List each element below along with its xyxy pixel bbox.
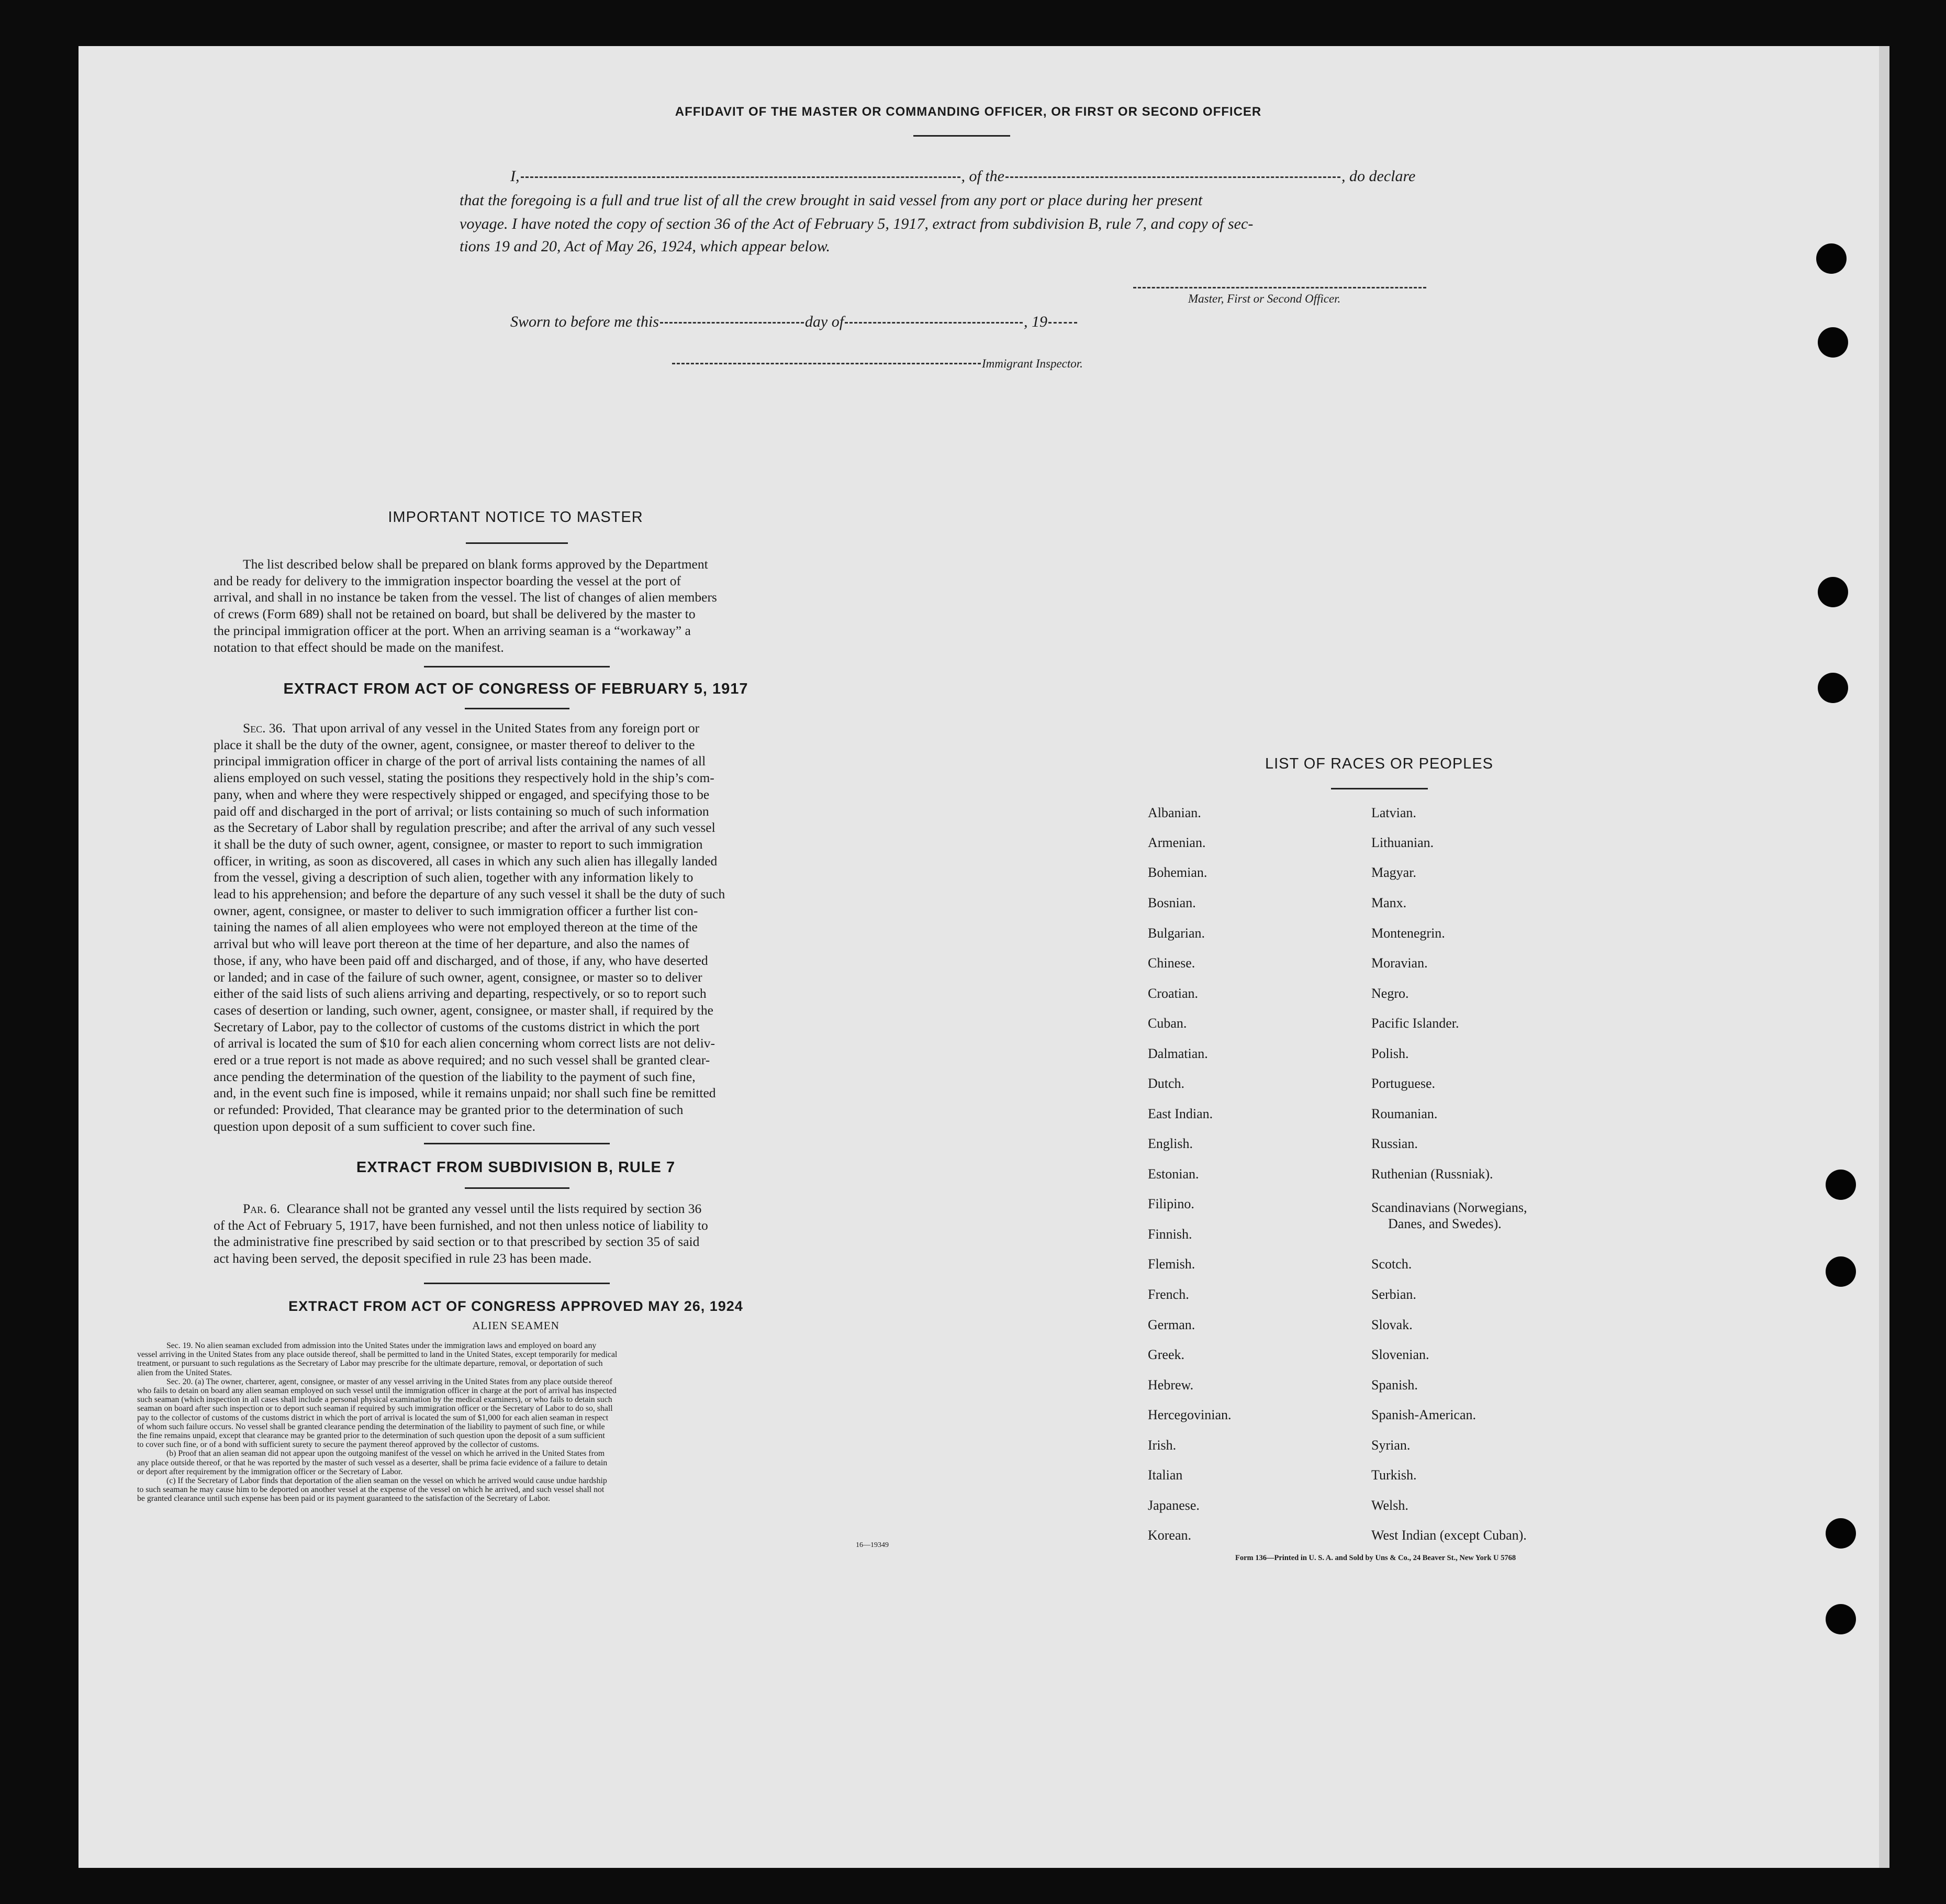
race-item: Polish. [1371,1046,1409,1061]
race-item: Estonian. [1148,1166,1199,1182]
race-item: Greek. [1148,1347,1185,1362]
seamen-line: (b) Proof that an alien seaman did not appear upon the outgoing manifest of the vessel on which he arrived in the United States from [166,1449,605,1458]
section-rule [465,708,569,709]
race-item: Dalmatian. [1148,1046,1208,1061]
affidavit-line-1 [510,168,1458,185]
extract-line: Secretary of Labor, pay to the collector of customs of the customs district in which the port [214,1019,700,1034]
alien-seamen-subtitle: ALIEN SEAMEN [472,1319,560,1332]
extract-line: or refunded: Provided, That clearance may be granted prior to the determination of such [214,1102,684,1118]
seamen-line: who fails to detain on board any alien seaman employed on such vessel until the immigration officer in charge at the port of arrival has inspected [137,1386,617,1396]
seamen-line: alien from the United States. [137,1368,232,1377]
race-item: Pacific Islander. [1371,1016,1459,1031]
race-item: Finnish. [1148,1227,1192,1242]
race-item: Russian. [1371,1136,1418,1151]
race-item: Negro. [1371,986,1409,1001]
rule-line: Clearance shall not be granted any vessel until the lists required by section 36 [286,1201,702,1216]
race-item: Scotch. [1371,1256,1412,1272]
extract-line: pany, when and where they were respectively shipped or engaged, and specifying those to be [214,786,710,802]
races-title: LIST OF RACES OR PEOPLES [1265,755,1494,772]
punch-hole [1816,243,1847,274]
extract-line: officer, in writing, as soon as discovered, all cases in which any such alien has illegally landed [214,853,718,869]
extract-line: either of the said lists of such aliens arriving and departing, respectively, or so to report such [214,986,707,1001]
notice-title: IMPORTANT NOTICE TO MASTER [388,509,643,526]
section-rule [424,666,610,667]
seamen-line: or deport after requirement by the immigration officer or the Secretary of Labor. [137,1467,403,1476]
sworn-month-field[interactable] [845,322,1023,324]
extract-line: aliens employed on such vessel, stating the positions they respectively hold in the ship’s com- [214,770,714,786]
race-item: Danes, and Swedes). [1388,1216,1502,1231]
race-item: Syrian. [1371,1438,1411,1453]
extract-line: cases of desertion or landing, such owner, agent, consignee, or master shall, if required by the [214,1002,713,1018]
notice-line: and be ready for delivery to the immigration inspector boarding the vessel at the port of [214,573,681,588]
race-item: Filipino. [1148,1196,1194,1211]
rule-7-title: EXTRACT FROM SUBDIVISION B, RULE 7 [356,1159,676,1176]
name-field[interactable] [521,176,960,178]
race-item: English. [1148,1136,1193,1151]
race-item: Japanese. [1148,1498,1200,1513]
form-footer: Form 136—Printed in U. S. A. and Sold by Uns & Co., 24 Beaver St., New York U 5768 [1235,1554,1516,1562]
race-item: Montenegrin. [1371,926,1445,941]
section-rule [466,542,568,544]
punch-hole [1826,1170,1856,1200]
section-rule [465,1187,569,1189]
race-item: Hebrew. [1148,1377,1194,1393]
sworn-line [510,313,1078,331]
race-item: Dutch. [1148,1076,1185,1091]
seamen-line: be granted clearance until such expense has been paid or its payment guaranteed to the satisfaction of the Secretary of Labor. [137,1494,551,1504]
race-item: Albanian. [1148,805,1201,820]
notice-line: The list described below shall be prepared on blank forms approved by the Department [243,556,708,572]
affidavit-title: AFFIDAVIT OF THE MASTER OR COMMANDING OFFICER, OR FIRST OR SECOND OFFICER [675,105,1262,119]
race-item: Italian [1148,1467,1183,1483]
race-item: Scandinavians (Norwegians, [1371,1200,1527,1215]
race-item: West Indian (except Cuban). [1371,1528,1527,1543]
seamen-line: to such seaman he may cause him to be deported on another vessel at the expense of the vessel on which he arrived, and such vessel shall not [137,1485,605,1495]
master-signature-label: Master, First or Second Officer. [1188,292,1341,305]
punch-hole [1818,327,1848,358]
race-item: Bulgarian. [1148,926,1205,941]
extract-line: of arrival is located the sum of $10 for each alien concerning whom correct lists are not deliv- [214,1035,715,1051]
vessel-field[interactable] [1005,176,1340,178]
race-item: Armenian. [1148,835,1206,850]
extract-line: ered or a true report is not made as above required; and no such vessel shall be granted clear- [214,1052,710,1068]
do-declare-label: , do declare [1341,168,1416,185]
section-rule [424,1143,610,1144]
race-item: Portuguese. [1371,1076,1436,1091]
seamen-line: the fine remains unpaid, except that clearance may be granted prior to the determination of such question upon the deposit of a sum sufficient [137,1431,605,1441]
race-item: Slovak. [1371,1317,1413,1332]
race-item: Magyar. [1371,865,1416,880]
day-of-label: day of [804,313,844,330]
extract-line: question upon deposit of a sum sufficient to cover such fine. [214,1118,535,1134]
notice-body [214,556,818,655]
race-item: Serbian. [1371,1287,1416,1302]
race-item: Irish. [1148,1438,1177,1453]
race-item: Chinese. [1148,955,1195,971]
sworn-label: Sworn to before me this [510,313,659,330]
extract-line: taining the names of all alien employees who were not employed thereon at the time of the [214,919,698,935]
punch-hole [1826,1256,1856,1287]
extract-line: those, if any, who have been paid off and discharged, and of those, if any, who have deserted [214,952,708,968]
seamen-line: of whom such failure occurs. No vessel shall be granted clearance pending the determination of the liability to payment of such fine, or while [137,1422,605,1431]
inspector-label: Immigrant Inspector. [982,357,1083,370]
seamen-line: (c) If the Secretary of Labor finds that deportation of the alien seaman on the vessel on which he arrived would cause undue hardship [166,1476,607,1486]
i-label: I, [510,168,520,185]
section-rule [1331,788,1428,789]
seamen-line: any place outside thereof, or that he was reported by the master of such vessel as a deserter, shall be prima facie evidence of a failure to detain [137,1458,608,1467]
punch-hole [1818,673,1848,703]
extract-line: or landed; and in case of the failure of such owner, agent, consignee, or master so to deliver [214,969,702,985]
print-code: 16—19349 [856,1541,889,1549]
rule-line: the administrative fine prescribed by said section or to that prescribed by section 35 of said [214,1234,700,1250]
notice-line: the principal immigration officer at the port. When an arriving seaman is a “workaway” a [214,622,691,638]
punch-hole [1826,1604,1856,1634]
race-item: Croatian. [1148,986,1199,1001]
inspector-line [671,357,1083,371]
extract-line: lead to his apprehension; and before the departure of any such vessel it shall be the duty of such [214,886,725,902]
extract-line: it shall be the duty of such owner, agent, consignee, or master to report to such immigration [214,836,703,852]
race-item: Moravian. [1371,955,1428,971]
extract-line: and, in the event such fine is imposed, while it remains unpaid; nor shall such fine be remitted [214,1085,716,1101]
extract-line: paid off and discharged in the port of arrival; or lists containing so much of such information [214,803,709,819]
race-item: Hercegovinian. [1148,1407,1232,1422]
race-item: Manx. [1371,895,1407,910]
title-rule [913,135,1010,137]
race-item: Turkish. [1371,1467,1417,1483]
seamen-line: Sec. 19. No alien seaman excluded from admission into the United States under the immigration laws and employed on board any [166,1341,597,1350]
race-item: Ruthenian (Russniak). [1371,1166,1493,1182]
race-item: East Indian. [1148,1106,1213,1121]
extract-line: from the vessel, giving a description of such alien, together with any information likely to [214,870,694,885]
notice-line: arrival, and shall in no instance be taken from the vessel. The list of changes of alien members [214,589,717,605]
seamen-line: vessel arriving in the United States from any place outside thereof, shall be permitted to land in the United States, except temporarily for medical [137,1350,618,1360]
affidavit-line-2: that the foregoing is a full and true list of all the crew brought in said vessel from any port or place during her present [460,192,1203,209]
seamen-line: treatment, or pursuant to such regulations as the Secretary of Labor may prescribe for the ultimate departure, removal, or deportation of such [137,1359,603,1368]
sec-36-label: Sec. 36. [243,720,286,736]
seamen-line: Sec. 20. (a) The owner, charterer, agent, consignee, or master of any vessel arriving in the United States from any place outside thereof [166,1377,613,1386]
race-item: Latvian. [1371,805,1416,820]
race-item: Korean. [1148,1528,1192,1543]
race-item: Cuban. [1148,1016,1187,1031]
rule-7-body [214,1200,818,1267]
rule-line: of the Act of February 5, 1917, have been furnished, and not then unless notice of liability to [214,1217,708,1233]
extract-line: owner, agent, consignee, or master to deliver to such immigration officer a further list con- [214,903,698,918]
race-item: German. [1148,1317,1195,1332]
punch-hole [1826,1518,1856,1549]
section-rule [424,1283,610,1284]
seamen-line: to cover such fine, or of a bond with sufficient surety to secure the payment thereof approved by the collector of customs. [137,1440,539,1450]
extract-line: as the Secretary of Labor shall by regulation prescribe; and after the arrival of any such vessel [214,820,715,836]
seamen-line: seaman on board after such inspection or to deport such seaman if required by such immigration officer or the Secretary of Labor to do so, shall [137,1404,613,1413]
par-6-label: Par. 6. [243,1201,281,1216]
race-item: Bohemian. [1148,865,1207,880]
extract-line: ance pending the determination of the question of the liability to the payment of such fine, [214,1068,696,1084]
race-item: Slovenian. [1371,1347,1429,1362]
race-item: Lithuanian. [1371,835,1434,850]
punch-hole [1818,577,1848,607]
extract-1924-body [137,1341,904,1504]
affidavit-line-4: tions 19 and 20, Act of May 26, 1924, which appear below. [460,238,831,255]
extract-1924-title: EXTRACT FROM ACT OF CONGRESS APPROVED MAY 26, 1924 [288,1298,743,1314]
extract-1917-title: EXTRACT FROM ACT OF CONGRESS OF FEBRUARY 5, 1917 [283,681,748,697]
race-item: Welsh. [1371,1498,1408,1513]
master-signature-line[interactable] [1133,287,1426,288]
of-the-label: , of the [961,168,1004,185]
sworn-day-field[interactable] [660,322,804,324]
year-label: , 19 [1024,313,1048,330]
notice-line: notation to that effect should be made on the manifest. [214,639,504,655]
race-item: Flemish. [1148,1256,1195,1272]
race-item: French. [1148,1287,1189,1302]
page-edge [1879,46,1889,1868]
race-item: Roumanian. [1371,1106,1438,1121]
extract-line: place it shall be the duty of the owner, agent, consignee, or master thereof to deliver to the [214,737,695,752]
extract-1917-body [214,720,818,1135]
seamen-line: pay to the collector of customs of the customs district in which the port of arrival is located the sum of $1,000 for each alien seaman in respect [137,1413,609,1422]
race-item: Spanish. [1371,1377,1418,1393]
race-item: Bosnian. [1148,895,1196,910]
notice-line: of crews (Form 689) shall not be retained on board, but shall be delivered by the master to [214,606,696,622]
rule-line: act having been served, the deposit specified in rule 23 has been made. [214,1251,592,1266]
inspector-signature-field[interactable] [672,363,981,364]
sworn-year-field[interactable] [1048,322,1077,324]
extract-line: principal immigration officer in charge of the port of arrival lists containing the names of all [214,753,706,769]
seamen-line: such seaman (which inspection in all cases shall include a personal physical examination by the medical examiners), or who fails to detain such [137,1395,612,1405]
extract-line: arrival but who will leave port thereon at the time of her departure, and also the names of [214,936,690,952]
race-item: Spanish-American. [1371,1407,1477,1422]
extract-line: That upon arrival of any vessel in the United States from any foreign port or [292,720,700,736]
affidavit-line-3: voyage. I have noted the copy of section 36 of the Act of February 5, 1917, extract from subdivision B, rule 7, and copy of sec- [460,215,1254,232]
